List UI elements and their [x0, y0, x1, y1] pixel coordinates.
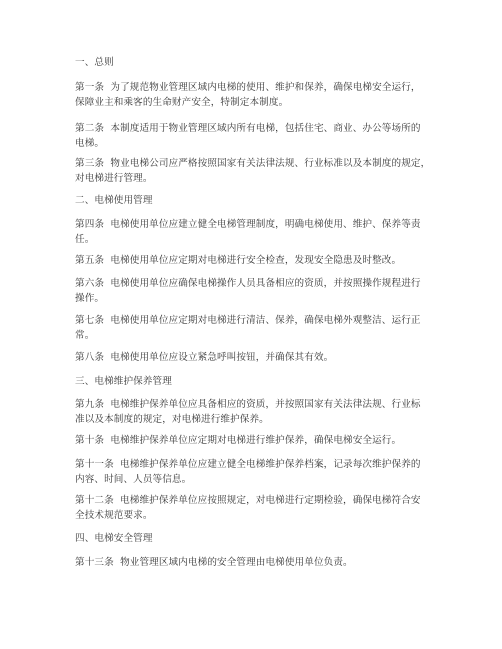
article-paragraph: 第六条 电梯使用单位应确保电梯操作人员具备相应的资质，并按照操作规程进行 操作。 [75, 278, 421, 304]
article-paragraph: 第五条 电梯使用单位应定期对电梯进行安全检查，发现安全隐患及时整改。 [75, 255, 402, 266]
article-paragraph: 第十条 电梯维护保养单位应定期对电梯进行维护保养，确保电梯安全运行。 [75, 435, 402, 446]
article-paragraph: 第七条 电梯使用单位应定期对电梯进行清洁、保养，确保电梯外观整洁、运行正 常。 [75, 315, 421, 341]
article-paragraph: 第八条 电梯使用单位应设立紧急呼叫按钮，并确保其有效。 [75, 352, 334, 363]
article-paragraph: 第二条 本制度适用于物业管理区域内所有电梯，包括住宅、商业、办公等场所的 电梯。 [75, 123, 421, 149]
article-paragraph: 第四条 电梯使用单位应建立健全电梯管理制度，明确电梯使用、维护、保养等责 任。 [75, 219, 421, 245]
article-paragraph: 第九条 电梯维护保养单位应具备相应的资质，并按照国家有关法律法规、行业标 准以及本制度的规定，对电梯进行维护保养。 [75, 399, 421, 425]
section-heading: 一、总则 [75, 57, 114, 68]
section-heading: 三、电梯维护保养管理 [75, 376, 172, 387]
section-heading: 二、电梯使用管理 [75, 195, 153, 206]
article-paragraph: 第十一条 电梯维护保养单位应建立健全电梯维护保养档案，记录每次维护保养的 内容、时间、人员等信息。 [75, 459, 421, 485]
article-paragraph: 第十二条 电梯维护保养单位应按照规定，对电梯进行定期检验，确保电梯符合安 全技术规范要求。 [75, 495, 421, 521]
article-paragraph: 第一条 为了规范物业管理区域内电梯的使用、维护和保养，确保电梯安全运行， 保障业主和乘客的生命财产安全，特制定本制度。 [75, 82, 421, 108]
article-paragraph: 第十三条 物业管理区域内电梯的安全管理由电梯使用单位负责。 [75, 557, 353, 568]
section-heading: 四、电梯安全管理 [75, 533, 153, 544]
article-paragraph: 第三条 物业电梯公司应严格按照国家有关法律法规、行业标准以及本制度的规定， 对电梯进行管理。 [75, 158, 431, 184]
